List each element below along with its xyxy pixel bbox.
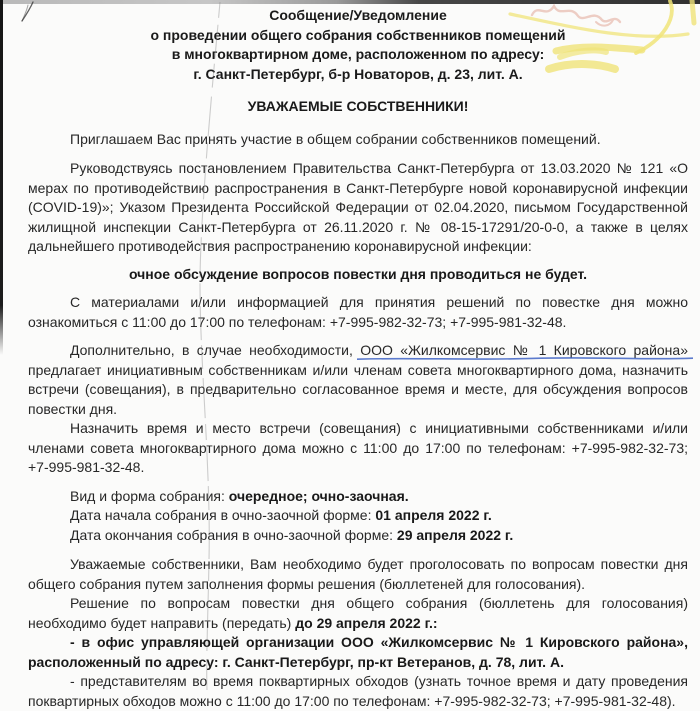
paragraph-submit-office: - в офис управляющей организации ООО «Жилкомсервис № 1 Кировского района», расположенный по адресу: г. Санкт-Петербург, пр-кт Ветеранов, д. 78, лит. А. [28, 634, 688, 670]
decision-deadline: до 29 апреля 2022 г.: [295, 614, 438, 631]
title-line-3: в многоквартирном доме, расположенном по адресу: [171, 46, 545, 62]
paragraph-scheduling: Назначить время и место встречи (совещания) с инициативными собственниками и/или членами совета многоквартирного дома можно с 11:00 до 17:00 по телефонам: +7-995-982-32-73; +7-995-981-32-48. [28, 420, 688, 475]
decision-before: Решение по вопросам повестки дня общего собрания (бюллетень для голосования) необходимо будет направить (передать) [28, 595, 688, 631]
paragraph-submit-door-rounds: - представителям во время поквартирных обходов (узнать точное время и дату проведения поквартирных обходов можно с 11:00 до 17:00 по телефонам: +7-995-982-32-73; +7-995-981-32-48). [28, 673, 688, 709]
paragraph-materials-info: С материалами и/или информацией для принятия решений по повестке дня можно ознакомиться с 11:00 до 17:00 по телефонам: +7-995-982-32-73; +7-995-981-32-48. [28, 294, 688, 330]
meeting-start-label: Дата начала собрания в очно-заочной форме: [70, 507, 376, 523]
meeting-end-line [28, 526, 688, 546]
meeting-details [28, 487, 688, 546]
meeting-type-label: Вид и форма собрания: [70, 487, 229, 504]
meeting-start-line [28, 506, 688, 526]
paragraph-voting-notice: Уважаемые собственники, Вам необходимо будет проголосовать по вопросам повестки дня общего собрания путем заполнения формы решения (бюллетеней для голосования). [28, 556, 688, 592]
pen-underline-stroke [357, 355, 693, 362]
meeting-type-line [28, 487, 688, 507]
paragraph-additional [28, 341, 688, 419]
document-title [28, 6, 688, 84]
notice-no-in-person: очное обсуждение вопросов повестки дня проводиться не будет. [128, 265, 588, 282]
paragraph-legal-basis: Руководствуясь постановлением Правительства Санкт-Петербурга от 13.03.2020 № 121 «О мерах по противодействию распространения в Санкт-Петербурге новой коронавирусной инфекции (COVID-19)»; Указом Президента Российской Федерации от 02.04.2020, письмом Государственной жилищной инспекции Санкт-Петербурга от 26.11.2020 г. № 08-15-17291/20-0-0, а также в целях дальнейшего противодействия распространению коронавирусной инфекции: [28, 160, 688, 254]
meeting-type-value: очередное; очно-заочная. [228, 487, 409, 504]
title-line-2: о проведении общего собрания собственников помещений [150, 26, 566, 43]
additional-before: Дополнительно, в случае необходимости, [70, 342, 361, 358]
additional-after: предлагает инициативным собственникам и/или членам совета многоквартирного дома, назначить встречи (совещания), в предварительно согласованное время и месте, для обсуждения вопросов повестки дня. [28, 361, 688, 417]
org-name-text: ООО «Жилкомсервис № 1 Кировского района» [360, 342, 688, 358]
paragraph-invitation: Приглашаем Вас принять участие в общем собрании собственников помещений. [70, 130, 601, 147]
org-name-underlined [360, 342, 688, 358]
meeting-start-value: 01 апреля 2022 г. [375, 507, 492, 523]
title-line-4: г. Санкт-Петербург, б-р Новаторов, д. 23, лит. А. [193, 65, 523, 82]
title-line-1: Сообщение/Уведомление [269, 7, 447, 23]
salutation: УВАЖАЕМЫЕ СОБСТВЕННИКИ! [247, 98, 469, 114]
paragraph-decision-deadline [28, 594, 688, 633]
meeting-end-value: 29 апреля 2022 г. [396, 526, 514, 543]
meeting-end-label: Дата окончания собрания в очно-заочной форме: [70, 526, 397, 543]
